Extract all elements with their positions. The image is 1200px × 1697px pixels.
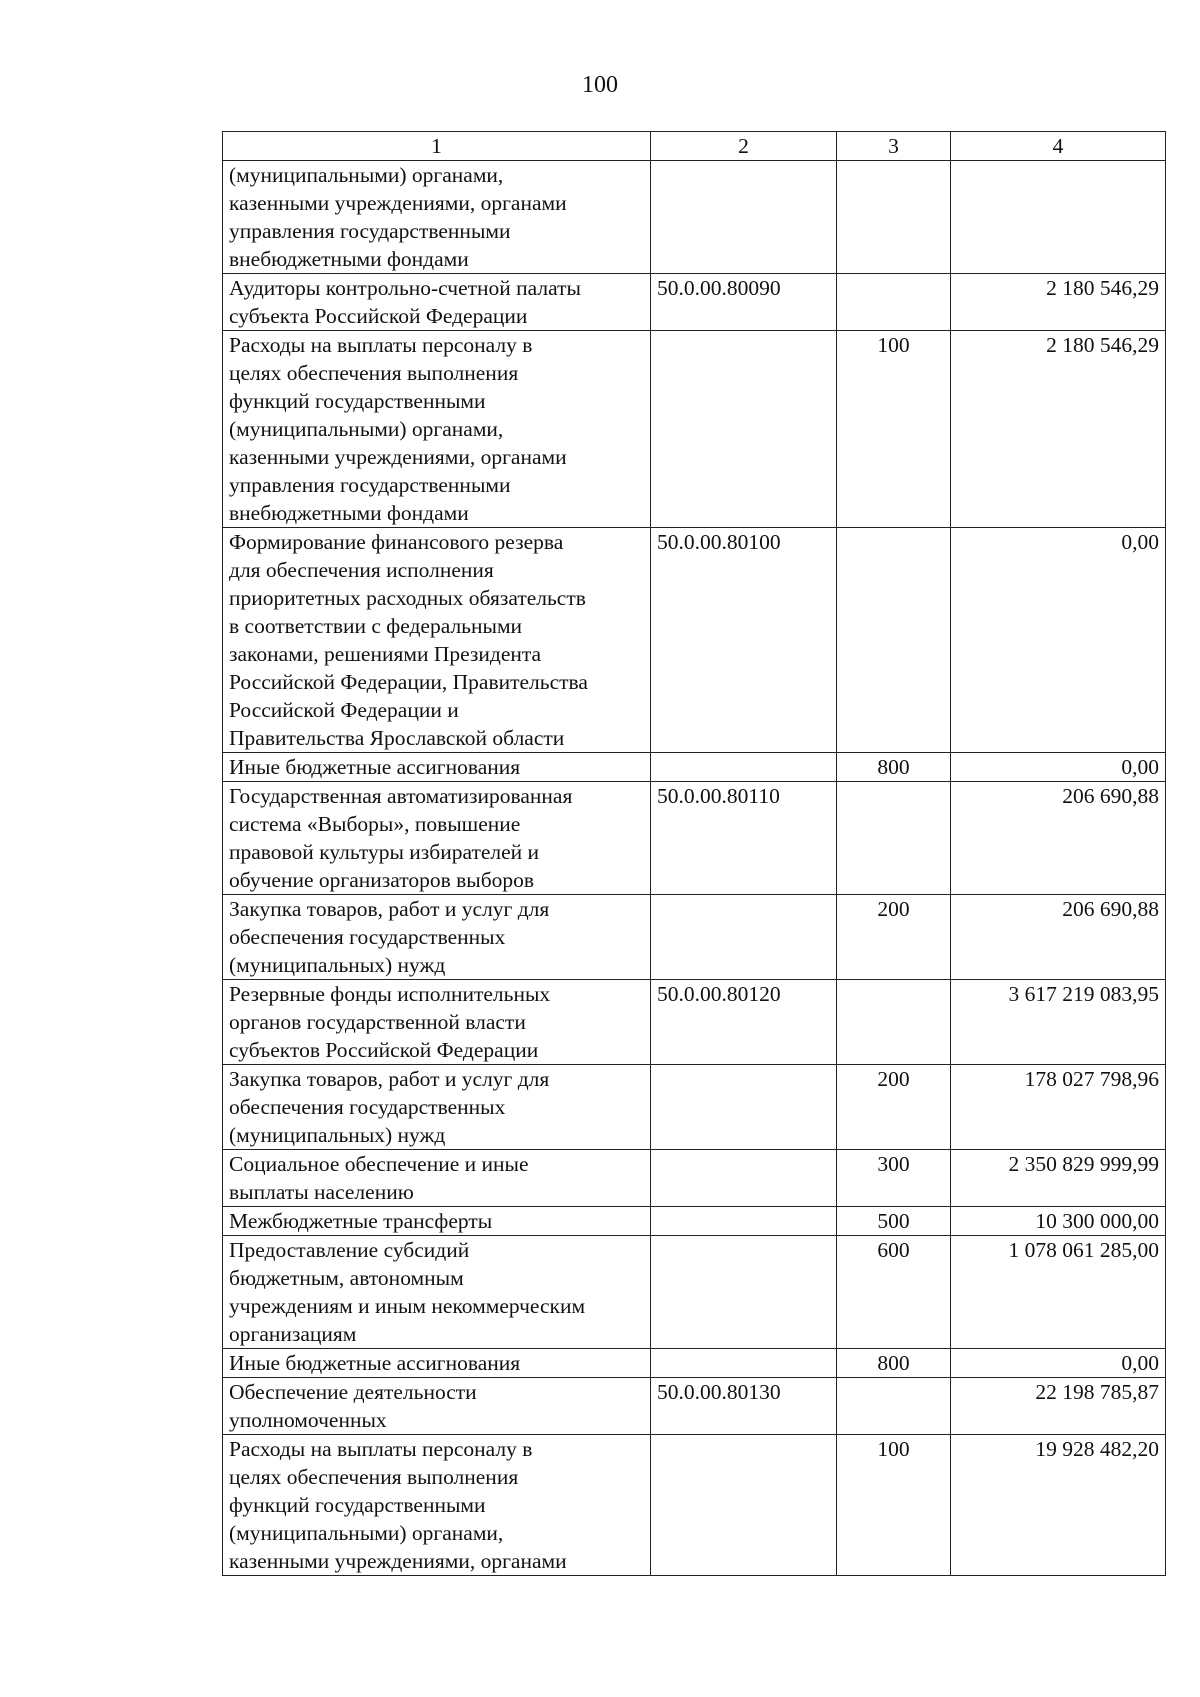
row-code: 50.0.00.80130 — [651, 1378, 837, 1435]
row-name: Межбюджетные трансферты — [223, 1207, 651, 1236]
row-code: 50.0.00.80090 — [651, 274, 837, 331]
row-code: 50.0.00.80120 — [651, 980, 837, 1065]
header-cell-4: 4 — [951, 132, 1166, 161]
header-cell-1: 1 — [223, 132, 651, 161]
row-amount: 2 180 546,29 — [951, 274, 1166, 331]
row-name: Закупка товаров, работ и услуг для обеспечения государственных (муниципальных) нужд — [223, 1065, 651, 1150]
row-name: Аудиторы контрольно-счетной палаты субъекта Российской Федерации — [223, 274, 651, 331]
row-amount: 22 198 785,87 — [951, 1378, 1166, 1435]
row-amount: 2 180 546,29 — [951, 331, 1166, 528]
table-row — [223, 782, 1166, 895]
row-name: (муниципальными) органами, казенными учреждениями, органами управления государственными внебюджетными фондами — [223, 161, 651, 274]
row-code — [651, 331, 837, 528]
table-row — [223, 1236, 1166, 1349]
row-name: Формирование финансового резерва для обеспечения исполнения приоритетных расходных обязательств в соответствии с федеральными законами, решениями Президента Российской Федерации, Правительства Российской Федерации и Правительства Ярославской области — [223, 528, 651, 753]
row-name: Иные бюджетные ассигнования — [223, 1349, 651, 1378]
row-expense-type: 200 — [837, 1065, 951, 1150]
row-code — [651, 1349, 837, 1378]
row-expense-type — [837, 274, 951, 331]
table-row — [223, 1150, 1166, 1207]
table-row — [223, 274, 1166, 331]
row-name: Предоставление субсидий бюджетным, автономным учреждениям и иным некоммерческим организациям — [223, 1236, 651, 1349]
row-expense-type: 100 — [837, 1435, 951, 1576]
row-amount: 0,00 — [951, 753, 1166, 782]
row-code — [651, 1150, 837, 1207]
row-expense-type: 100 — [837, 331, 951, 528]
row-expense-type: 500 — [837, 1207, 951, 1236]
table-row — [223, 1207, 1166, 1236]
row-expense-type: 800 — [837, 1349, 951, 1378]
row-code — [651, 753, 837, 782]
row-name: Социальное обеспечение и иные выплаты населению — [223, 1150, 651, 1207]
row-name: Закупка товаров, работ и услуг для обеспечения государственных (муниципальных) нужд — [223, 895, 651, 980]
row-code: 50.0.00.80100 — [651, 528, 837, 753]
row-name: Расходы на выплаты персоналу в целях обеспечения выполнения функций государственными (муниципальными) органами, казенными учреждениями, органами управления государственными внебюджетными фондами — [223, 331, 651, 528]
table-row — [223, 980, 1166, 1065]
row-code — [651, 161, 837, 274]
row-expense-type — [837, 1378, 951, 1435]
table-row — [223, 895, 1166, 980]
header-cell-3: 3 — [837, 132, 951, 161]
row-code — [651, 1207, 837, 1236]
row-amount: 2 350 829 999,99 — [951, 1150, 1166, 1207]
row-amount: 10 300 000,00 — [951, 1207, 1166, 1236]
row-expense-type — [837, 782, 951, 895]
row-expense-type — [837, 980, 951, 1065]
table-row — [223, 331, 1166, 528]
row-expense-type: 600 — [837, 1236, 951, 1349]
row-expense-type: 800 — [837, 753, 951, 782]
table-row — [223, 528, 1166, 753]
header-cell-2: 2 — [651, 132, 837, 161]
row-code: 50.0.00.80110 — [651, 782, 837, 895]
row-expense-type — [837, 161, 951, 274]
header-row — [223, 132, 1166, 161]
table-row — [223, 1435, 1166, 1576]
row-code — [651, 895, 837, 980]
row-amount: 19 928 482,20 — [951, 1435, 1166, 1576]
row-name: Государственная автоматизированная система «Выборы», повышение правовой культуры избирателей и обучение организаторов выборов — [223, 782, 651, 895]
row-name: Обеспечение деятельности уполномоченных — [223, 1378, 651, 1435]
row-amount — [951, 161, 1166, 274]
row-expense-type: 300 — [837, 1150, 951, 1207]
row-amount: 1 078 061 285,00 — [951, 1236, 1166, 1349]
row-name: Расходы на выплаты персоналу в целях обеспечения выполнения функций государственными (муниципальными) органами, казенными учреждениями, органами — [223, 1435, 651, 1576]
budget-table — [222, 131, 1166, 1576]
row-amount: 3 617 219 083,95 — [951, 980, 1166, 1065]
table-row — [223, 1065, 1166, 1150]
table-row — [223, 161, 1166, 274]
row-code — [651, 1236, 837, 1349]
row-expense-type: 200 — [837, 895, 951, 980]
table-row — [223, 753, 1166, 782]
row-code — [651, 1065, 837, 1150]
row-amount: 0,00 — [951, 1349, 1166, 1378]
row-amount: 206 690,88 — [951, 895, 1166, 980]
table-row — [223, 1349, 1166, 1378]
row-code — [651, 1435, 837, 1576]
row-expense-type — [837, 528, 951, 753]
table-row — [223, 1378, 1166, 1435]
row-name: Резервные фонды исполнительных органов государственной власти субъектов Российской Федерации — [223, 980, 651, 1065]
row-name: Иные бюджетные ассигнования — [223, 753, 651, 782]
row-amount: 178 027 798,96 — [951, 1065, 1166, 1150]
table-body — [223, 161, 1166, 1576]
row-amount: 206 690,88 — [951, 782, 1166, 895]
row-amount: 0,00 — [951, 528, 1166, 753]
page-number: 100 — [582, 72, 618, 98]
